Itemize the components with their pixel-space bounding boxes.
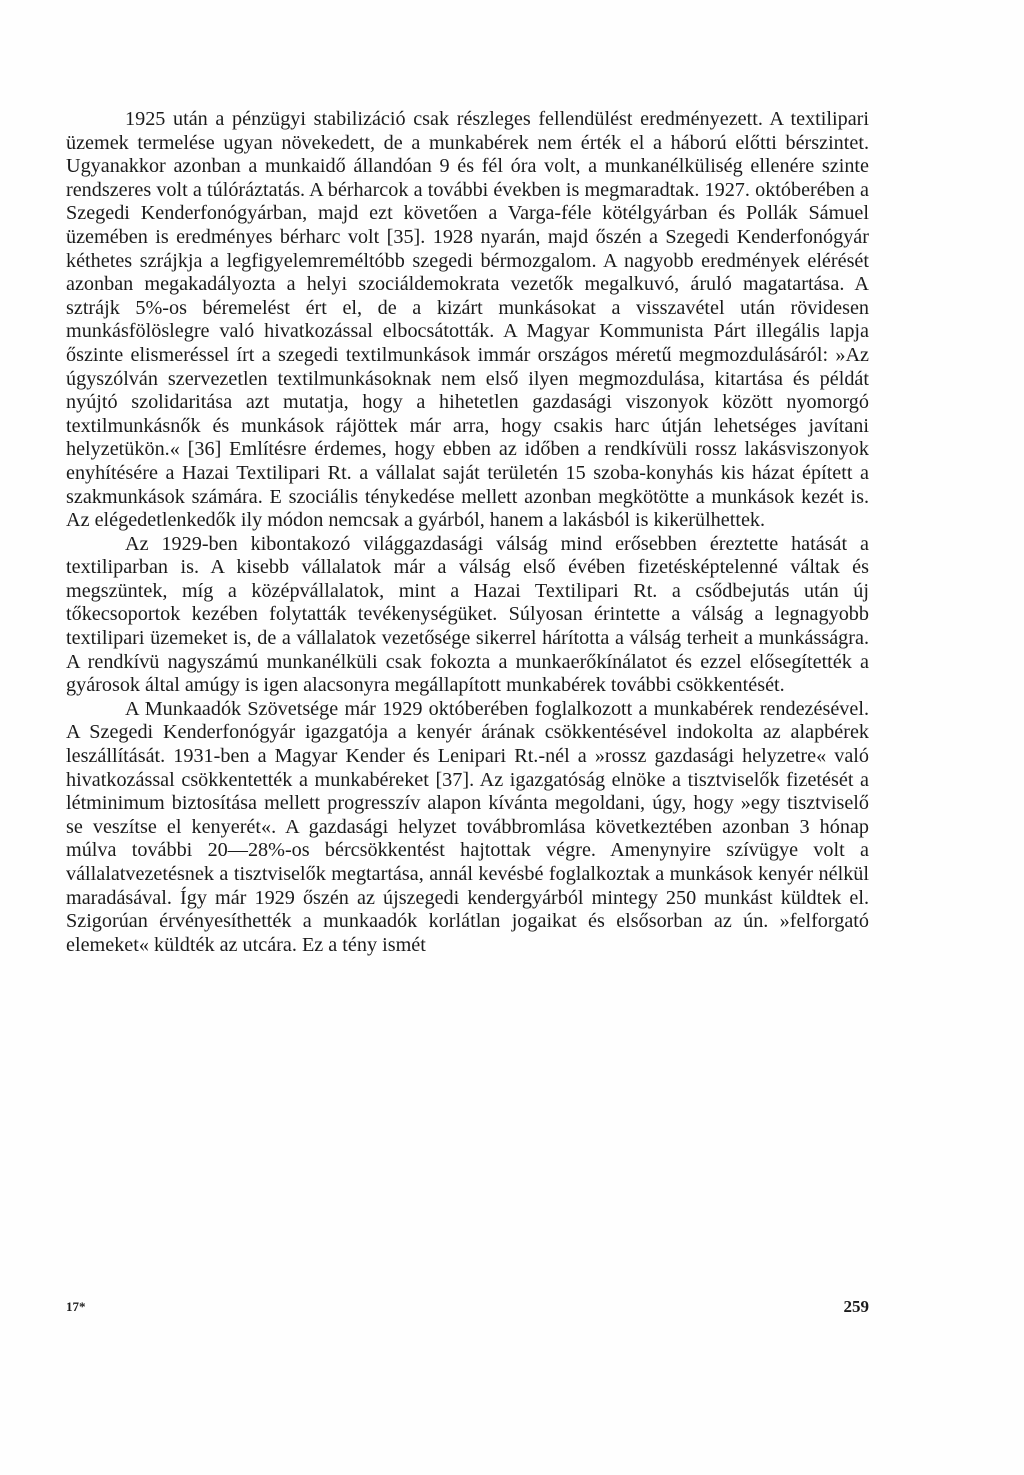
page-number: 259 [843, 1297, 869, 1316]
printer-signature: 17* [66, 1299, 86, 1314]
body-text [66, 108, 869, 957]
paragraph-3: A Munkaadók Szövetsége már 1929 októberében foglalkozott a munkabérek rendezésével. A Szegedi Kenderfonógyár igazgatója a kenyér árának csökkentésével indokolta az alapbérek leszállítását. 1931-ben a Magyar Kender és Lenipari Rt.-nél a »rossz gazdasági helyzetre« való hivatkozással csökkentették a munkabéreket [37]. Az igazgatóság elnöke a tisztviselők fizetését a létminimum biztosítása mellett progresszív alapon kívánta megoldani, úgy, hogy »egy tisztviselő se veszítse el kenyerét«. A gazdasági helyzet továbbromlása következtében azonban 3 hónap múlva további 20—28%-os bércsökkentést hajtottak végre. Amenynyire szívügye volt a vállalatvezetésnek a tisztviselők megtartása, annál kevésbé foglalkoztak a munkások kenyér nélkül maradásával. Így már 1929 őszén az újszegedi kendergyárból mintegy 250 munkást küldtek el. Szigorúan érvényesíthették a munkaadók korlátlan jogaikat és elsősorban az ún. »felforgató elemeket« küldték az utcára. Ez a tény ismét [66, 697, 869, 956]
page-footer [66, 1297, 869, 1323]
paragraph-2: Az 1929-ben kibontakozó világgazdasági válság mind erősebben éreztette hatását a textiliparban is. A kisebb vállalatok már a válság első évében fizetésképtelenné váltak és megszüntek, míg a középvállalatok, mint a Hazai Textilipari Rt. a csődbejutás után új tőkecsoportok kezében folytatták tevékenységüket. Súlyosan érintette a válság a legnagyobb textilipari üzemeket is, de a vállalatok vezetősége sikerrel hárította a válság terheit a munkásságra. A rendkívü nagyszámú munkanélküli csak fokozta a munkaerőkínálatot és ezzel elősegítették a gyárosok által amúgy is igen alacsonyra megállapított munkabérek további csökkentését. [66, 532, 869, 697]
paragraph-1: 1925 után a pénzügyi stabilizáció csak részleges fellendülést eredményezett. A textilipari üzemek termelése ugyan növekedett, de a munkabérek nem érték el a háború előtti bérszintet. Ugyanakkor azonban a munkaidő állandóan 9 és fél óra volt, a munkanélküliség ellenére szinte rendszeres volt a túlóráztatás. A bérharcok a további években is megmaradtak. 1927. októberében a Szegedi Kenderfonógyárban, majd ezt követően a Varga-féle kötélgyárban és Pollák Sámuel üzemében is eredményes bérharc volt [35]. 1928 nyarán, majd őszén a Szegedi Kenderfonógyár kéthetes szrájkja a legfigyelemreméltóbb szegedi bérmozgalom. A nagyobb eredmények elérését azonban megakadályozta a helyi szociáldemokrata vezetők megalkuvó, áruló magatartása. A sztrájk 5%-os béremelést ért el, de a kizárt munkásokat a visszavétel után rövidesen munkásfölöslegre való hivatkozással elbocsátották. A Magyar Kommunista Párt illegális lapja őszinte elismeréssel írt a szegedi textilmunkások immár országos méretű megmozdulásáról: »Az úgyszólván szervezetlen textilmunkásoknak nem első ilyen megmozdulása, kitartása és példát nyújtó szolidaritása azt mutatja, hogy a hihetetlen gazdasági viszonyok között nyomorgó textilmunkásnők és munkások rájöttek már arra, hogy csakis harc útján lehetséges javítani helyzetükön.« [36] Említésre érdemes, hogy ebben az időben a rendkívüli rossz lakásviszonyok enyhítésére a Hazai Textilipari Rt. a vállalat saját területén 15 szoba-konyhás kis házat épített a szakmunkások számára. E szociális ténykedése mellett azonban megkötötte a munkások kezét is. Az elégedetlenkedők ily módon nemcsak a gyárból, hanem a lakásból is kikerülhettek. [66, 108, 869, 532]
